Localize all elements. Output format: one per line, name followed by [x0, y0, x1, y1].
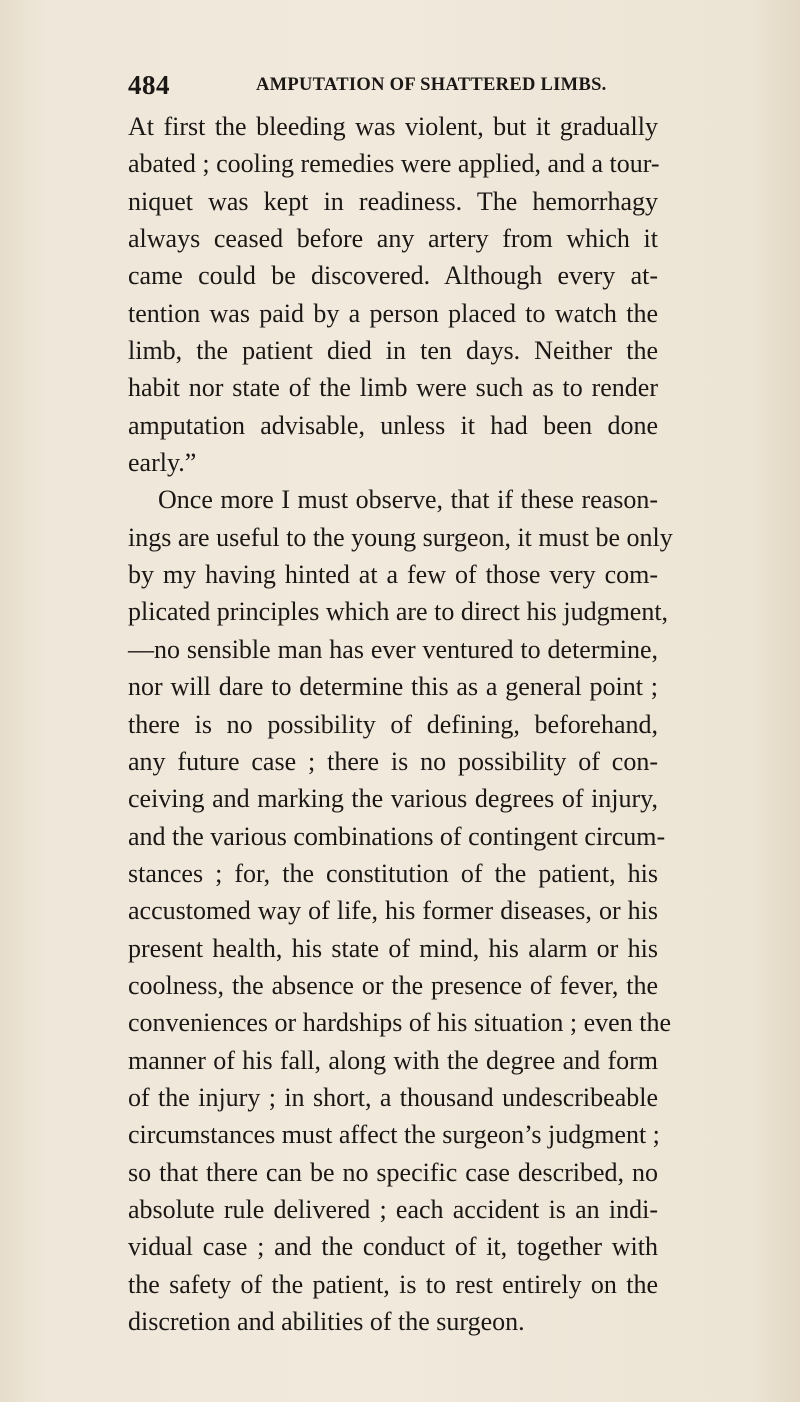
text-line: ings are useful to the young surgeon, it must be only [128, 522, 673, 552]
text-line: manner of his fall, along with the degree and form [128, 1045, 658, 1075]
text-line: early.” [128, 448, 197, 478]
text-line: tention was paid by a person placed to watch the [128, 298, 658, 328]
text-line: there is no possibility of defining, beforehand, [128, 709, 658, 739]
text-line: absolute rule delivered ; each accident is an indi- [128, 1194, 658, 1224]
text-line: by my having hinted at a few of those very com- [128, 560, 658, 590]
text-line: discretion and abilities of the surgeon. [128, 1307, 525, 1336]
text-line: always ceased before any artery from which it [128, 224, 658, 254]
text-line: amputation advisable, unless it had been done [128, 410, 658, 440]
text-line: At first the bleeding was violent, but it gradually [128, 112, 658, 141]
text-line: came could be discovered. Although every at- [128, 261, 658, 291]
text-line: and the various combinations of contingent circum- [128, 821, 666, 851]
text-line: Once more I must observe, that if these reason- [158, 485, 658, 515]
text-line: coolness, the absence or the presence of fever, the [128, 970, 658, 1000]
text-line: stances ; for, the constitution of the patient, his [128, 858, 658, 888]
text-line: present health, his state of mind, his alarm or his [128, 933, 658, 963]
text-line: accustomed way of life, his former diseases, or his [128, 896, 658, 926]
page-number: 484 [128, 70, 170, 100]
body-text [128, 108, 673, 1340]
text-line: conveniences or hardships of his situation ; even the [128, 1008, 671, 1038]
running-title: AMPUTATION OF SHATTERED LIMBS. [256, 75, 607, 95]
text-line: the safety of the patient, is to rest entirely on the [128, 1269, 658, 1299]
text-line: abated ; cooling remedies were applied, and a tour- [128, 149, 660, 179]
text-line: so that there can be no specific case described, no [128, 1157, 658, 1187]
running-head [128, 70, 648, 104]
text-line: habit nor state of the limb were such as to render [128, 373, 658, 403]
text-line: any future case ; there is no possibility of con- [128, 746, 658, 776]
text-line: nor will dare to determine this as a general point ; [128, 672, 658, 702]
text-line: circumstances must affect the surgeon’s judgment ; [128, 1120, 660, 1150]
text-line: of the injury ; in short, a thousand undescribeable [128, 1082, 658, 1112]
text-line: plicated principles which are to direct his judgment, [128, 597, 669, 627]
text-line: niquet was kept in readiness. The hemorrhagy [128, 186, 658, 216]
text-line: vidual case ; and the conduct of it, together with [128, 1232, 658, 1262]
text-line: —no sensible man has ever ventured to determine, [128, 634, 658, 664]
text-line: ceiving and marking the various degrees of injury, [128, 784, 658, 814]
text-line: limb, the patient died in ten days. Neither the [128, 336, 658, 366]
